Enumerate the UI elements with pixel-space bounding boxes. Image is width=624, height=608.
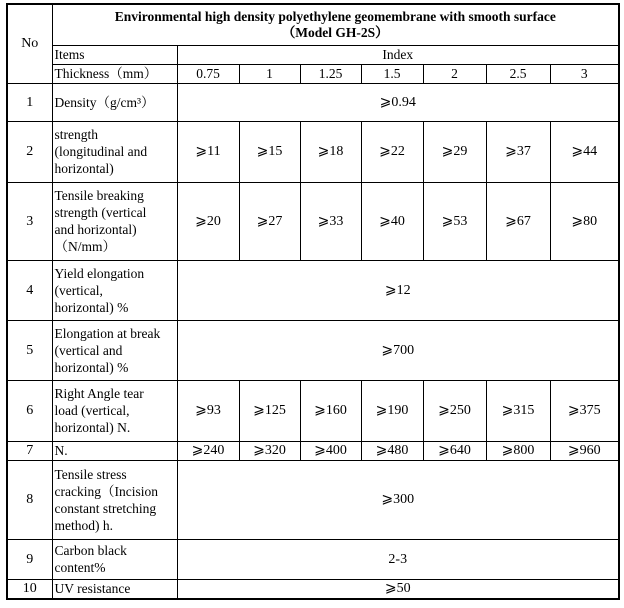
item-line: Tensile breaking xyxy=(54,188,144,203)
item-line: (longitudinal and xyxy=(54,144,148,159)
item-cell xyxy=(52,182,177,260)
item-cell xyxy=(52,320,177,380)
item-line: horizontal) N. xyxy=(54,420,131,435)
thickness-value: 2.5 xyxy=(486,64,550,83)
item-cell xyxy=(52,121,177,182)
value-cell: ⩾315 xyxy=(486,380,550,441)
merged-value: ⩾300 xyxy=(177,460,619,539)
row-number: 7 xyxy=(7,441,52,460)
item-line: strength (vertical xyxy=(54,205,147,220)
value-cell: ⩾93 xyxy=(177,380,239,441)
value-cell: ⩾80 xyxy=(550,182,619,260)
table-title xyxy=(52,4,619,45)
item-line: load (vertical, xyxy=(54,403,130,418)
value-cell: ⩾53 xyxy=(423,182,486,260)
table-row xyxy=(7,579,619,599)
thickness-value: 1.25 xyxy=(300,64,361,83)
value-cell: ⩾240 xyxy=(177,441,239,460)
value-cell: ⩾20 xyxy=(177,182,239,260)
value-cell: ⩾22 xyxy=(361,121,423,182)
item-line: strength xyxy=(54,127,98,142)
value-cell: ⩾320 xyxy=(239,441,300,460)
item-cell xyxy=(52,539,177,579)
title-line-1: Environmental high density polyethylene geomembrane with smooth surface xyxy=(114,8,556,24)
thickness-value: 3 xyxy=(550,64,619,83)
item-label: UV resistance xyxy=(54,581,131,597)
merged-value: ⩾12 xyxy=(177,260,619,320)
value-cell: ⩾44 xyxy=(550,121,619,182)
table-row xyxy=(7,121,619,182)
value-cell: ⩾480 xyxy=(361,441,423,460)
item-line: Yield elongation xyxy=(54,265,145,281)
item-line: Carbon black xyxy=(54,543,127,558)
value-cell: ⩾40 xyxy=(361,182,423,260)
merged-value: 2-3 xyxy=(177,539,619,579)
title-line-2: （Model GH-2S） xyxy=(281,24,389,40)
item-cell xyxy=(52,260,177,320)
value-cell: ⩾37 xyxy=(486,121,550,182)
value-cell: ⩾800 xyxy=(486,441,550,460)
item-line: Tensile stress xyxy=(54,466,127,482)
value-cell: ⩾18 xyxy=(300,121,361,182)
value-cell: ⩾11 xyxy=(177,121,239,182)
item-line: Elongation at break xyxy=(54,325,161,341)
item-line: horizontal) % xyxy=(54,299,129,315)
item-line: horizontal) % xyxy=(54,359,129,375)
item-line: (vertical and xyxy=(54,342,123,358)
value-cell: ⩾190 xyxy=(361,380,423,441)
item-line: Right Angle tear xyxy=(54,386,144,401)
spec-table xyxy=(6,3,620,600)
item-line: constant stretching xyxy=(54,500,157,516)
value-cell: ⩾400 xyxy=(300,441,361,460)
item-line: （N/mm） xyxy=(54,239,117,254)
item-cell xyxy=(52,579,177,599)
thickness-value: 1.5 xyxy=(361,64,423,83)
table-row xyxy=(7,460,619,539)
row-number: 9 xyxy=(7,539,52,579)
item-label: N. xyxy=(54,443,68,458)
item-cell xyxy=(52,460,177,539)
table-row xyxy=(7,380,619,441)
row-number: 2 xyxy=(7,121,52,182)
items-header: Items xyxy=(52,45,177,64)
value-cell: ⩾640 xyxy=(423,441,486,460)
thickness-value: 2 xyxy=(423,64,486,83)
table-row xyxy=(7,260,619,320)
item-cell xyxy=(52,380,177,441)
row-number: 5 xyxy=(7,320,52,380)
merged-value: ⩾0.94 xyxy=(177,83,619,121)
row-number: 8 xyxy=(7,460,52,539)
table-row xyxy=(7,441,619,460)
row-number: 1 xyxy=(7,83,52,121)
row-number: 4 xyxy=(7,260,52,320)
table-row xyxy=(7,539,619,579)
thickness-header: Thickness（mm） xyxy=(52,64,177,83)
value-cell: ⩾15 xyxy=(239,121,300,182)
item-cell xyxy=(52,83,177,121)
table-row xyxy=(7,83,619,121)
value-cell: ⩾29 xyxy=(423,121,486,182)
merged-value: ⩾50 xyxy=(177,579,619,599)
row-number: 6 xyxy=(7,380,52,441)
value-cell: ⩾375 xyxy=(550,380,619,441)
value-cell: ⩾67 xyxy=(486,182,550,260)
item-line: content% xyxy=(54,560,106,575)
thickness-value: 1 xyxy=(239,64,300,83)
thickness-value: 0.75 xyxy=(177,64,239,83)
item-line: method) h. xyxy=(54,517,113,533)
value-cell: ⩾160 xyxy=(300,380,361,441)
item-line: horizontal) xyxy=(54,161,114,176)
value-cell: ⩾27 xyxy=(239,182,300,260)
row-number: 10 xyxy=(7,579,52,599)
merged-value: ⩾700 xyxy=(177,320,619,380)
no-header: No xyxy=(7,4,52,83)
item-label: Density（g/cm³） xyxy=(54,94,155,110)
value-cell: ⩾250 xyxy=(423,380,486,441)
row-number: 3 xyxy=(7,182,52,260)
item-line: (vertical, xyxy=(54,282,103,298)
value-cell: ⩾125 xyxy=(239,380,300,441)
item-cell xyxy=(52,441,177,460)
index-header: Index xyxy=(177,45,619,64)
value-cell: ⩾33 xyxy=(300,182,361,260)
item-line: cracking（Incision xyxy=(54,483,158,499)
item-line: and horizontal) xyxy=(54,222,137,237)
value-cell: ⩾960 xyxy=(550,441,619,460)
table-row xyxy=(7,182,619,260)
table-row xyxy=(7,320,619,380)
